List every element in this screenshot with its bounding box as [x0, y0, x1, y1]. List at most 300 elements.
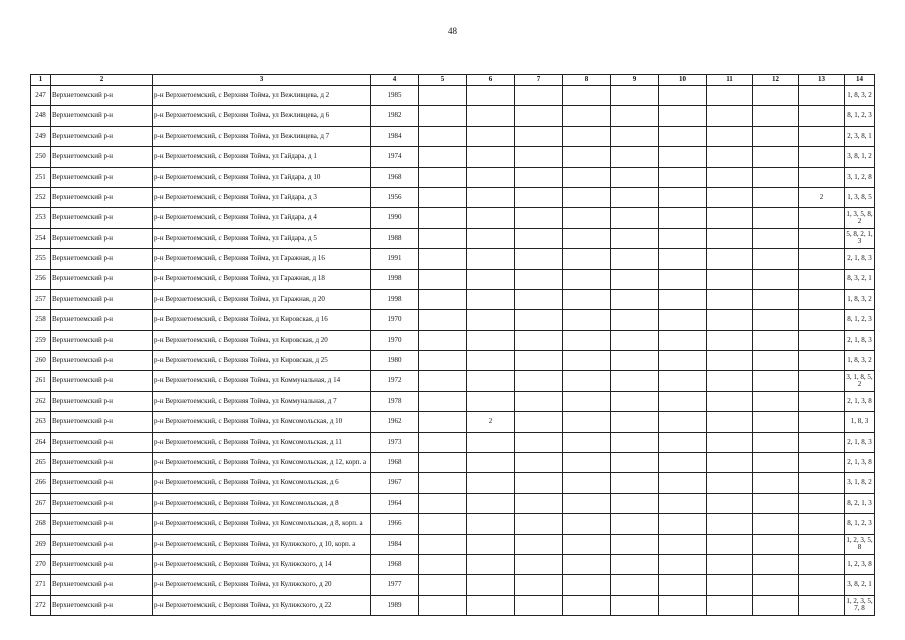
- cell-col-9: [611, 187, 659, 207]
- cell-col-13: [799, 412, 845, 432]
- cell-row-number: 269: [31, 534, 51, 554]
- cell-col-12: [753, 391, 799, 411]
- cell-col-7: [515, 310, 563, 330]
- cell-col-11: [707, 371, 753, 391]
- cell-col-9: [611, 167, 659, 187]
- cell-col-5: [419, 228, 467, 248]
- cell-col-5: [419, 187, 467, 207]
- table-row: [31, 534, 875, 554]
- cell-address: р-н Верхнетоемский, с Верхняя Тойма, ул Коммунальная, д 14: [153, 371, 371, 391]
- cell-district: Верхнетоемский р-н: [51, 595, 153, 615]
- cell-address: р-н Верхнетоемский, с Верхняя Тойма, ул Гаражная, д 16: [153, 249, 371, 269]
- cell-col-9: [611, 147, 659, 167]
- cell-col-12: [753, 595, 799, 615]
- cell-col-14: 3, 1, 8, 5, 2: [845, 371, 875, 391]
- column-header-6: 6: [467, 75, 515, 86]
- cell-district: Верхнетоемский р-н: [51, 208, 153, 228]
- cell-col-14: 2, 1, 8, 3: [845, 330, 875, 350]
- housing-registry-table: [30, 74, 875, 616]
- cell-address: р-н Верхнетоемский, с Верхняя Тойма, ул Коммунальная, д 7: [153, 391, 371, 411]
- cell-col-7: [515, 228, 563, 248]
- cell-col-7: [515, 289, 563, 309]
- cell-col-12: [753, 351, 799, 371]
- cell-col-8: [563, 208, 611, 228]
- table-row: [31, 249, 875, 269]
- cell-col-6: [467, 595, 515, 615]
- cell-row-number: 271: [31, 575, 51, 595]
- cell-col-7: [515, 187, 563, 207]
- cell-col-8: [563, 106, 611, 126]
- cell-col-13: [799, 147, 845, 167]
- cell-col-14: 8, 1, 2, 3: [845, 310, 875, 330]
- cell-col-8: [563, 493, 611, 513]
- cell-col-14: 3, 1, 2, 8: [845, 167, 875, 187]
- cell-col-13: [799, 391, 845, 411]
- column-header-12: 12: [753, 75, 799, 86]
- cell-row-number: 251: [31, 167, 51, 187]
- cell-col-9: [611, 330, 659, 350]
- cell-col-7: [515, 391, 563, 411]
- cell-col-8: [563, 514, 611, 534]
- cell-district: Верхнетоемский р-н: [51, 391, 153, 411]
- cell-row-number: 253: [31, 208, 51, 228]
- cell-col-5: [419, 86, 467, 106]
- cell-col-6: [467, 208, 515, 228]
- cell-row-number: 262: [31, 391, 51, 411]
- table-row: [31, 269, 875, 289]
- cell-row-number: 257: [31, 289, 51, 309]
- cell-col-10: [659, 595, 707, 615]
- cell-col-10: [659, 249, 707, 269]
- cell-col-9: [611, 575, 659, 595]
- cell-col-11: [707, 228, 753, 248]
- cell-district: Верхнетоемский р-н: [51, 289, 153, 309]
- cell-col-10: [659, 269, 707, 289]
- cell-col-11: [707, 310, 753, 330]
- cell-col-14: 2, 1, 8, 3: [845, 432, 875, 452]
- cell-col-13: [799, 453, 845, 473]
- cell-col-12: [753, 330, 799, 350]
- cell-col-13: [799, 126, 845, 146]
- cell-col-7: [515, 371, 563, 391]
- table-row: [31, 432, 875, 452]
- cell-col-7: [515, 412, 563, 432]
- cell-year: 1982: [371, 106, 419, 126]
- cell-district: Верхнетоемский р-н: [51, 310, 153, 330]
- cell-col-6: [467, 391, 515, 411]
- cell-district: Верхнетоемский р-н: [51, 126, 153, 146]
- cell-col-5: [419, 595, 467, 615]
- table-row: [31, 330, 875, 350]
- cell-col-11: [707, 595, 753, 615]
- page-number: 48: [448, 26, 457, 36]
- cell-col-7: [515, 167, 563, 187]
- cell-col-11: [707, 126, 753, 146]
- cell-col-7: [515, 86, 563, 106]
- cell-col-6: [467, 106, 515, 126]
- cell-col-10: [659, 391, 707, 411]
- cell-row-number: 264: [31, 432, 51, 452]
- cell-col-5: [419, 208, 467, 228]
- cell-address: р-н Верхнетоемский, с Верхняя Тойма, ул Комсомольская, д 6: [153, 473, 371, 493]
- cell-col-12: [753, 228, 799, 248]
- cell-col-5: [419, 391, 467, 411]
- cell-col-6: [467, 514, 515, 534]
- cell-col-11: [707, 493, 753, 513]
- cell-col-9: [611, 351, 659, 371]
- column-header-2: 2: [51, 75, 153, 86]
- cell-row-number: 272: [31, 595, 51, 615]
- cell-row-number: 248: [31, 106, 51, 126]
- cell-col-11: [707, 575, 753, 595]
- cell-year: 1968: [371, 554, 419, 574]
- cell-address: р-н Верхнетоемский, с Верхняя Тойма, ул Гайдара, д 3: [153, 187, 371, 207]
- cell-district: Верхнетоемский р-н: [51, 167, 153, 187]
- cell-district: Верхнетоемский р-н: [51, 351, 153, 371]
- cell-col-12: [753, 493, 799, 513]
- cell-address: р-н Верхнетоемский, с Верхняя Тойма, ул Гаражная, д 18: [153, 269, 371, 289]
- cell-row-number: 270: [31, 554, 51, 574]
- table-row: [31, 228, 875, 248]
- table-row: [31, 412, 875, 432]
- cell-col-12: [753, 187, 799, 207]
- cell-col-5: [419, 106, 467, 126]
- cell-year: 1978: [371, 391, 419, 411]
- table-row: [31, 473, 875, 493]
- cell-col-9: [611, 228, 659, 248]
- cell-address: р-н Верхнетоемский, с Верхняя Тойма, ул Кулижского, д 20: [153, 575, 371, 595]
- table-row: [31, 310, 875, 330]
- column-header-13: 13: [799, 75, 845, 86]
- cell-col-13: [799, 534, 845, 554]
- cell-district: Верхнетоемский р-н: [51, 453, 153, 473]
- cell-col-9: [611, 391, 659, 411]
- cell-col-13: [799, 167, 845, 187]
- cell-col-8: [563, 86, 611, 106]
- cell-col-12: [753, 432, 799, 452]
- cell-col-9: [611, 595, 659, 615]
- cell-row-number: 252: [31, 187, 51, 207]
- cell-col-6: [467, 432, 515, 452]
- cell-year: 1962: [371, 412, 419, 432]
- cell-col-6: [467, 371, 515, 391]
- cell-col-7: [515, 106, 563, 126]
- cell-year: 1988: [371, 228, 419, 248]
- cell-address: р-н Верхнетоемский, с Верхняя Тойма, ул Вежливцева, д 6: [153, 106, 371, 126]
- cell-col-8: [563, 269, 611, 289]
- cell-col-10: [659, 106, 707, 126]
- table-row: [31, 371, 875, 391]
- cell-address: р-н Верхнетоемский, с Верхняя Тойма, ул Вежливцева, д 7: [153, 126, 371, 146]
- cell-year: 1972: [371, 371, 419, 391]
- cell-col-11: [707, 534, 753, 554]
- cell-year: 1984: [371, 534, 419, 554]
- cell-col-6: [467, 575, 515, 595]
- cell-district: Верхнетоемский р-н: [51, 432, 153, 452]
- table-row: [31, 147, 875, 167]
- table-row: [31, 514, 875, 534]
- cell-col-12: [753, 412, 799, 432]
- cell-address: р-н Верхнетоемский, с Верхняя Тойма, ул Кулижского, д 10, корп. а: [153, 534, 371, 554]
- cell-col-11: [707, 473, 753, 493]
- cell-col-14: 1, 2, 3, 8: [845, 554, 875, 574]
- table-row: [31, 575, 875, 595]
- cell-col-5: [419, 453, 467, 473]
- cell-col-6: [467, 86, 515, 106]
- cell-row-number: 256: [31, 269, 51, 289]
- cell-year: 1970: [371, 310, 419, 330]
- cell-col-11: [707, 106, 753, 126]
- cell-col-10: [659, 412, 707, 432]
- cell-col-14: 1, 2, 3, 5, 7, 8: [845, 595, 875, 615]
- cell-address: р-н Верхнетоемский, с Верхняя Тойма, ул Комсомольская, д 10: [153, 412, 371, 432]
- cell-col-7: [515, 575, 563, 595]
- cell-year: 1989: [371, 595, 419, 615]
- cell-col-5: [419, 554, 467, 574]
- cell-address: р-н Верхнетоемский, с Верхняя Тойма, ул Кулижского, д 22: [153, 595, 371, 615]
- cell-col-12: [753, 86, 799, 106]
- cell-col-12: [753, 514, 799, 534]
- cell-col-10: [659, 228, 707, 248]
- cell-col-13: [799, 493, 845, 513]
- column-header-11: 11: [707, 75, 753, 86]
- cell-row-number: 249: [31, 126, 51, 146]
- table-body: [31, 86, 875, 616]
- cell-year: 1966: [371, 514, 419, 534]
- cell-col-7: [515, 432, 563, 452]
- table-header: [31, 75, 875, 86]
- table-row: [31, 187, 875, 207]
- cell-district: Верхнетоемский р-н: [51, 473, 153, 493]
- cell-address: р-н Верхнетоемский, с Верхняя Тойма, ул Кировская, д 25: [153, 351, 371, 371]
- cell-address: р-н Верхнетоемский, с Верхняя Тойма, ул Гайдара, д 4: [153, 208, 371, 228]
- cell-col-6: [467, 289, 515, 309]
- cell-col-13: [799, 249, 845, 269]
- cell-col-7: [515, 249, 563, 269]
- cell-col-8: [563, 432, 611, 452]
- cell-col-13: [799, 554, 845, 574]
- cell-col-7: [515, 514, 563, 534]
- cell-address: р-н Верхнетоемский, с Верхняя Тойма, ул Комсомольская, д 11: [153, 432, 371, 452]
- cell-col-11: [707, 432, 753, 452]
- cell-col-14: 8, 3, 2, 1: [845, 269, 875, 289]
- cell-col-6: [467, 310, 515, 330]
- cell-col-5: [419, 575, 467, 595]
- cell-col-9: [611, 208, 659, 228]
- cell-col-6: [467, 330, 515, 350]
- table-row: [31, 554, 875, 574]
- cell-district: Верхнетоемский р-н: [51, 534, 153, 554]
- cell-col-5: [419, 249, 467, 269]
- cell-col-10: [659, 208, 707, 228]
- cell-col-6: [467, 249, 515, 269]
- cell-col-8: [563, 351, 611, 371]
- cell-col-8: [563, 126, 611, 146]
- cell-col-6: [467, 453, 515, 473]
- cell-row-number: 263: [31, 412, 51, 432]
- cell-row-number: 250: [31, 147, 51, 167]
- cell-col-14: 2, 1, 3, 8: [845, 391, 875, 411]
- cell-col-14: 2, 3, 8, 1: [845, 126, 875, 146]
- cell-col-8: [563, 289, 611, 309]
- cell-col-12: [753, 147, 799, 167]
- cell-col-6: [467, 187, 515, 207]
- cell-col-13: [799, 228, 845, 248]
- cell-col-14: 8, 1, 2, 3: [845, 514, 875, 534]
- cell-address: р-н Верхнетоемский, с Верхняя Тойма, ул Гаражная, д 20: [153, 289, 371, 309]
- cell-col-9: [611, 453, 659, 473]
- cell-col-8: [563, 473, 611, 493]
- cell-col-7: [515, 269, 563, 289]
- cell-col-9: [611, 371, 659, 391]
- cell-col-9: [611, 493, 659, 513]
- cell-col-6: [467, 126, 515, 146]
- cell-col-10: [659, 187, 707, 207]
- cell-col-9: [611, 249, 659, 269]
- column-header-1: 1: [31, 75, 51, 86]
- cell-address: р-н Верхнетоемский, с Верхняя Тойма, ул Гайдара, д 10: [153, 167, 371, 187]
- cell-row-number: 261: [31, 371, 51, 391]
- cell-row-number: 265: [31, 453, 51, 473]
- cell-year: 1990: [371, 208, 419, 228]
- cell-col-11: [707, 351, 753, 371]
- cell-col-13: [799, 289, 845, 309]
- cell-district: Верхнетоемский р-н: [51, 575, 153, 595]
- cell-col-6: [467, 228, 515, 248]
- column-header-7: 7: [515, 75, 563, 86]
- cell-col-8: [563, 371, 611, 391]
- cell-col-5: [419, 412, 467, 432]
- cell-address: р-н Верхнетоемский, с Верхняя Тойма, ул Комсомольская, д 8, корп. а: [153, 514, 371, 534]
- cell-year: 1968: [371, 167, 419, 187]
- cell-col-10: [659, 534, 707, 554]
- cell-col-10: [659, 289, 707, 309]
- cell-address: р-н Верхнетоемский, с Верхняя Тойма, ул Комсомольская, д 12, корп. а: [153, 453, 371, 473]
- column-header-10: 10: [659, 75, 707, 86]
- cell-col-5: [419, 289, 467, 309]
- cell-col-14: 3, 1, 8, 2: [845, 473, 875, 493]
- cell-col-7: [515, 126, 563, 146]
- column-header-8: 8: [563, 75, 611, 86]
- cell-col-9: [611, 534, 659, 554]
- cell-col-12: [753, 371, 799, 391]
- cell-district: Верхнетоемский р-н: [51, 493, 153, 513]
- cell-col-10: [659, 310, 707, 330]
- cell-col-12: [753, 453, 799, 473]
- column-header-9: 9: [611, 75, 659, 86]
- cell-col-14: 8, 2, 1, 3: [845, 493, 875, 513]
- cell-district: Верхнетоемский р-н: [51, 554, 153, 574]
- cell-address: р-н Верхнетоемский, с Верхняя Тойма, ул Гайдара, д 1: [153, 147, 371, 167]
- cell-row-number: 260: [31, 351, 51, 371]
- cell-col-10: [659, 432, 707, 452]
- cell-col-13: [799, 432, 845, 452]
- cell-col-8: [563, 167, 611, 187]
- cell-col-13: [799, 269, 845, 289]
- cell-col-5: [419, 167, 467, 187]
- cell-col-14: 1, 3, 8, 5: [845, 187, 875, 207]
- cell-col-13: [799, 330, 845, 350]
- cell-district: Верхнетоемский р-н: [51, 249, 153, 269]
- cell-col-12: [753, 473, 799, 493]
- cell-col-14: 3, 8, 2, 1: [845, 575, 875, 595]
- cell-year: 1977: [371, 575, 419, 595]
- cell-year: 1973: [371, 432, 419, 452]
- cell-col-5: [419, 330, 467, 350]
- cell-col-14: 1, 8, 3, 2: [845, 289, 875, 309]
- cell-col-13: [799, 351, 845, 371]
- cell-col-8: [563, 330, 611, 350]
- cell-col-6: [467, 269, 515, 289]
- cell-address: р-н Верхнетоемский, с Верхняя Тойма, ул Кировская, д 16: [153, 310, 371, 330]
- cell-col-8: [563, 187, 611, 207]
- column-header-3: 3: [153, 75, 371, 86]
- cell-district: Верхнетоемский р-н: [51, 187, 153, 207]
- table-row: [31, 351, 875, 371]
- cell-col-10: [659, 167, 707, 187]
- cell-col-13: 2: [799, 187, 845, 207]
- cell-col-10: [659, 147, 707, 167]
- cell-district: Верхнетоемский р-н: [51, 106, 153, 126]
- cell-col-8: [563, 391, 611, 411]
- cell-row-number: 268: [31, 514, 51, 534]
- cell-col-6: [467, 167, 515, 187]
- cell-address: р-н Верхнетоемский, с Верхняя Тойма, ул Вежливцева, д 2: [153, 86, 371, 106]
- cell-col-13: [799, 575, 845, 595]
- cell-col-14: 1, 2, 3, 5, 8: [845, 534, 875, 554]
- cell-col-11: [707, 453, 753, 473]
- cell-col-12: [753, 167, 799, 187]
- cell-year: 1964: [371, 493, 419, 513]
- cell-col-12: [753, 126, 799, 146]
- cell-col-6: [467, 554, 515, 574]
- cell-col-11: [707, 187, 753, 207]
- cell-col-10: [659, 126, 707, 146]
- cell-col-9: [611, 86, 659, 106]
- table-row: [31, 86, 875, 106]
- cell-col-10: [659, 514, 707, 534]
- cell-col-7: [515, 473, 563, 493]
- cell-col-10: [659, 330, 707, 350]
- cell-col-10: [659, 453, 707, 473]
- cell-district: Верхнетоемский р-н: [51, 412, 153, 432]
- cell-col-7: [515, 595, 563, 615]
- cell-row-number: 259: [31, 330, 51, 350]
- cell-col-8: [563, 575, 611, 595]
- cell-year: 1991: [371, 249, 419, 269]
- cell-row-number: 266: [31, 473, 51, 493]
- cell-col-7: [515, 147, 563, 167]
- table-row: [31, 493, 875, 513]
- cell-district: Верхнетоемский р-н: [51, 371, 153, 391]
- cell-col-12: [753, 208, 799, 228]
- cell-col-13: [799, 371, 845, 391]
- cell-col-9: [611, 412, 659, 432]
- cell-col-9: [611, 269, 659, 289]
- cell-col-6: [467, 351, 515, 371]
- cell-col-5: [419, 432, 467, 452]
- cell-col-9: [611, 514, 659, 534]
- cell-col-12: [753, 554, 799, 574]
- column-header-4: 4: [371, 75, 419, 86]
- column-header-5: 5: [419, 75, 467, 86]
- cell-col-12: [753, 289, 799, 309]
- cell-col-9: [611, 554, 659, 574]
- cell-col-7: [515, 330, 563, 350]
- cell-district: Верхнетоемский р-н: [51, 147, 153, 167]
- cell-year: 1998: [371, 269, 419, 289]
- cell-col-13: [799, 514, 845, 534]
